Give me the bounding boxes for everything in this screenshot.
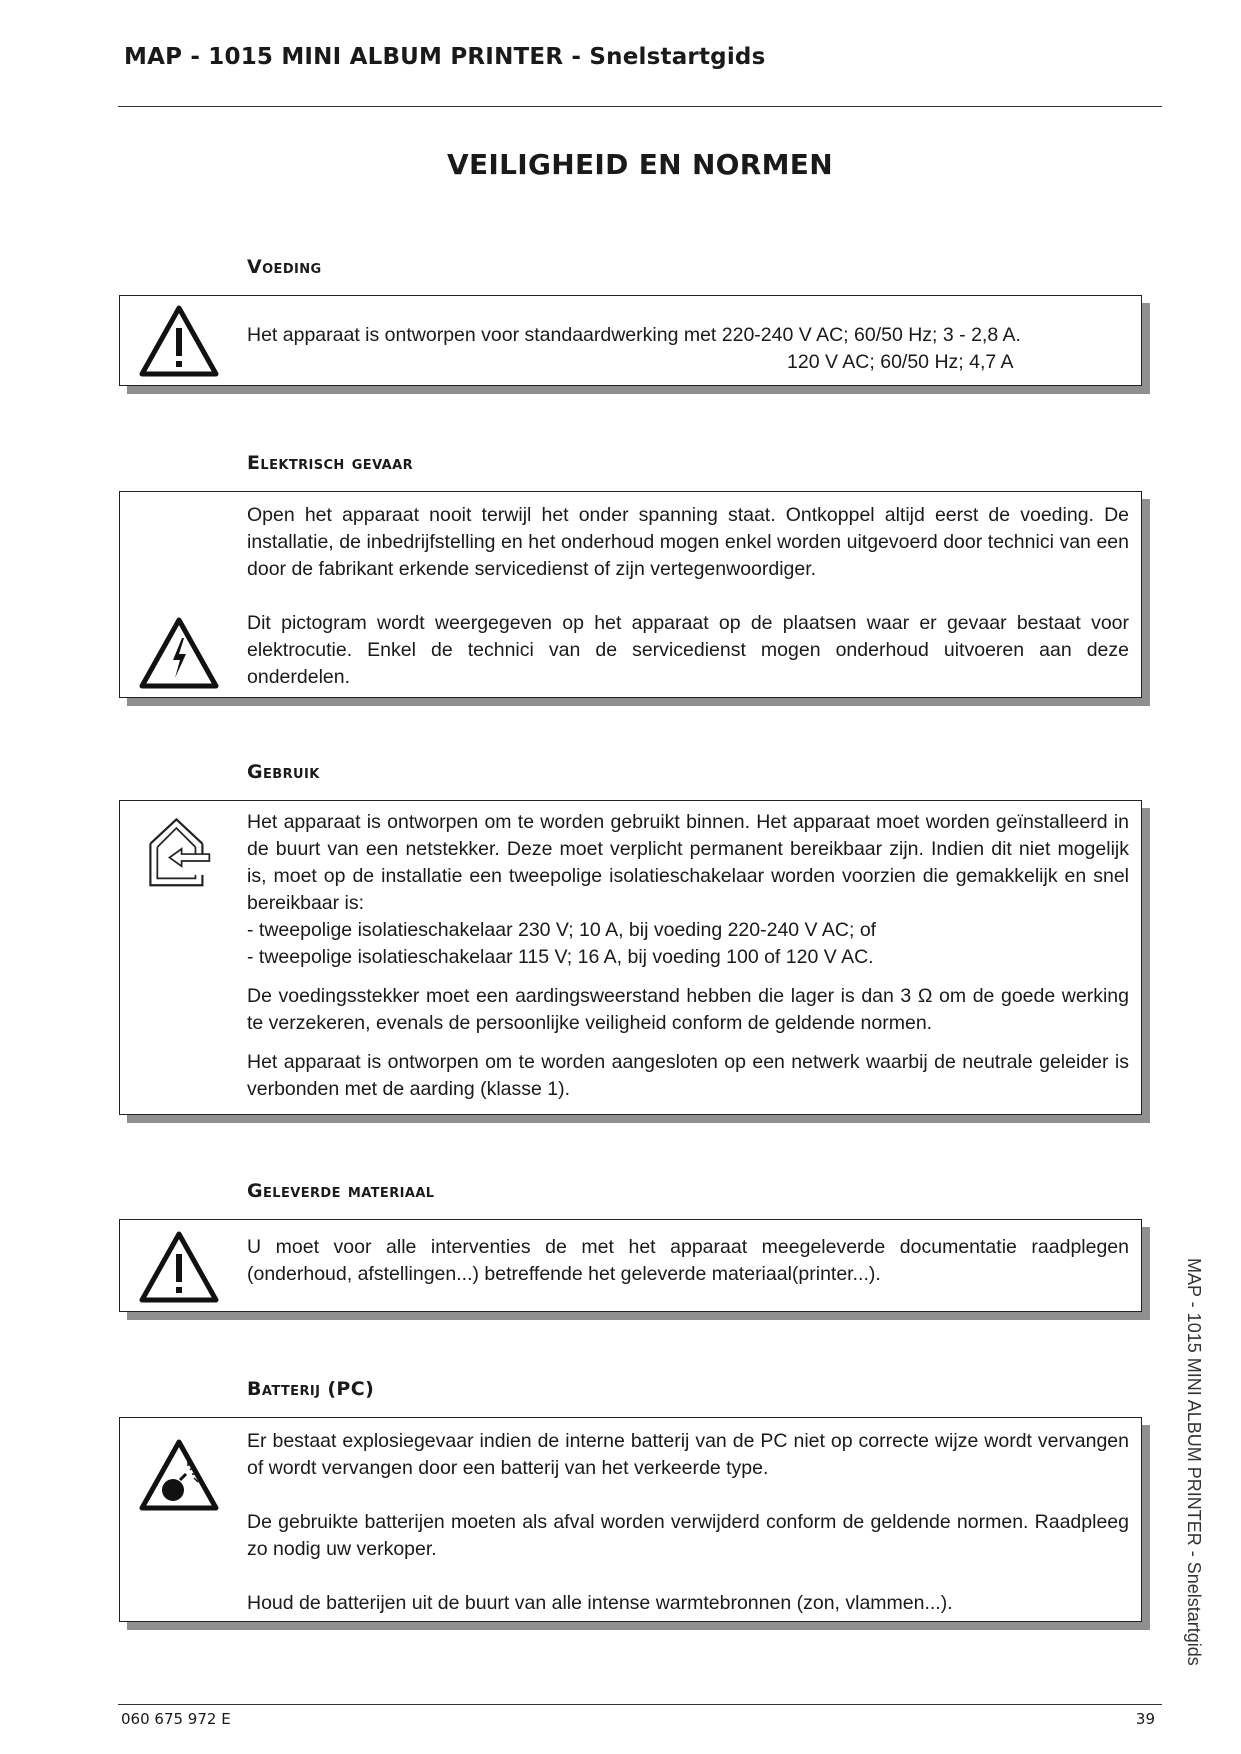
gebruik-box bbox=[119, 800, 1142, 1115]
section-heading-elektrisch-gevaar: Elektrisch gevaar bbox=[247, 452, 413, 474]
batterij-paragraph-1: Er bestaat explosiegevaar indien de interne batterij van de PC niet op correcte wijze wordt vervangen of wordt vervangen door een batterij van het verkeerde type. bbox=[247, 1430, 1129, 1479]
geleverde-materiaal-box bbox=[119, 1219, 1142, 1312]
voeding-box bbox=[119, 295, 1142, 386]
gebruik-paragraph-3: Het apparaat is ontworpen om te worden aangesloten op een netwerk waarbij de neutrale geleider is verbonden met de aarding (klasse 1). bbox=[247, 1051, 1129, 1100]
footer-divider bbox=[118, 1704, 1162, 1705]
batterij-box bbox=[119, 1417, 1142, 1622]
explosion-hazard-icon bbox=[138, 1436, 220, 1514]
warning-icon bbox=[138, 1228, 220, 1306]
section-heading-batterij: Batterij (PC) bbox=[247, 1378, 375, 1400]
page-title: VEILIGHEID EN NORMEN bbox=[447, 148, 833, 181]
section-heading-geleverde-materiaal: Geleverde materiaal bbox=[247, 1180, 435, 1202]
indoor-use-icon bbox=[138, 809, 220, 887]
gebruik-list-item-2: - tweepolige isolatieschakelaar 115 V; 16 A, bij voeding 100 of 120 V AC. bbox=[247, 946, 874, 968]
header-title: MAP - 1015 MINI ALBUM PRINTER - Snelstartgids bbox=[124, 44, 766, 70]
voeding-line-2: 120 V AC; 60/50 Hz; 4,7 A bbox=[787, 351, 1014, 373]
section-heading-voeding: Voeding bbox=[247, 256, 322, 278]
gebruik-paragraph-2: De voedingsstekker moet een aardingsweerstand hebben die lager is dan 3 Ω om de goede werking te verzekeren, evenals de persoonlijke veiligheid conform de geldende normen. bbox=[247, 985, 1129, 1034]
batterij-paragraph-2: De gebruikte batterijen moeten als afval worden verwijderd conform de geldende normen. Raadpleeg zo nodig uw verkoper. bbox=[247, 1511, 1129, 1560]
gebruik-list-item-1: - tweepolige isolatieschakelaar 230 V; 10 A, bij voeding 220-240 V AC; of bbox=[247, 919, 877, 941]
section-heading-gebruik: Gebruik bbox=[247, 761, 320, 783]
elektrisch-paragraph-2: Dit pictogram wordt weergegeven op het apparaat op de plaatsen waar er gevaar bestaat voor elektrocutie. Enkel de technici van de servicedienst mogen onderhoud uitvoeren aan deze onderdelen. bbox=[247, 612, 1129, 688]
header-divider bbox=[118, 106, 1162, 107]
page-number: 39 bbox=[1135, 1710, 1155, 1728]
side-running-title-text: MAP - 1015 MINI ALBUM PRINTER - Snelstartgids bbox=[1184, 1258, 1204, 1666]
warning-icon bbox=[138, 302, 220, 380]
batterij-paragraph-3: Houd de batterijen uit de buurt van alle intense warmtebronnen (zon, vlammen...). bbox=[247, 1592, 953, 1614]
elektrisch-gevaar-box bbox=[119, 491, 1142, 698]
gebruik-paragraph-1: Het apparaat is ontworpen om te worden gebruikt binnen. Het apparaat moet worden geïnstalleerd in de buurt van een netstekker. Deze moet verplicht permanent bereikbaar zijn. Indien dit niet mogelijk is, moet op de installatie een tweepolige isolatieschakelaar worden voorzien die gemakkelijk en snel bereikbaar is: bbox=[247, 811, 1129, 914]
voeding-line-1: Het apparaat is ontworpen voor standaardwerking met 220-240 V AC; 60/50 Hz; 3 - 2,8 A. bbox=[247, 324, 1021, 346]
side-running-title bbox=[1180, 1258, 1204, 1678]
geleverde-paragraph-1: U moet voor alle interventies de met het apparaat meegeleverde documentatie raadplegen (onderhoud, afstellingen...) betreffende het geleverde materiaal(printer...). bbox=[247, 1236, 1129, 1285]
document-number: 060 675 972 E bbox=[121, 1710, 231, 1728]
electric-hazard-icon bbox=[138, 614, 220, 692]
elektrisch-paragraph-1: Open het apparaat nooit terwijl het onder spanning staat. Ontkoppel altijd eerst de voeding. De installatie, de inbedrijfstelling en het onderhoud mogen enkel worden uitgevoerd door technici van een door de fabrikant erkende servicedienst of zijn vertegenwoordiger. bbox=[247, 504, 1129, 580]
